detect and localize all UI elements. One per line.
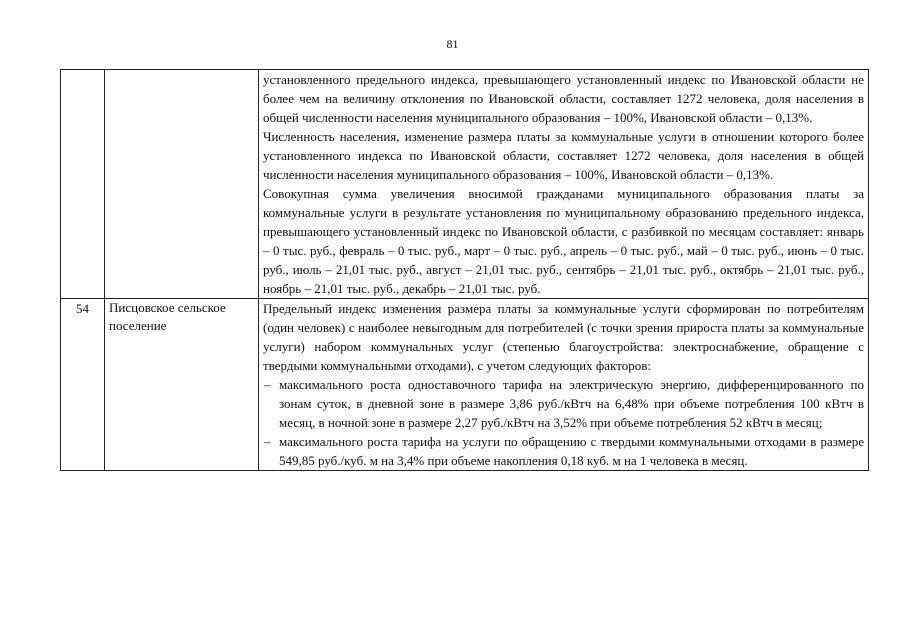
paragraph: Численность населения, изменение размера платы за коммунальные услуги в отношении которого более установленного индекса по Ивановской области, составляет 1272 человека, доля населения в общей численности населения муниципального образования – 100%, Ивановской области – 0,13%. — [263, 129, 864, 182]
paragraph: Предельный индекс изменения размера платы за коммунальные услуги сформирован по потребителям (один человек) с наиболее невыгодным для потребителей (с точки зрения прироста платы за коммунальные услуги) набором коммунальных услуг (степенью благоустройства: электроснабжение, обращение с твердыми коммунальными отходами), с учетом следующих факторов: — [263, 301, 864, 373]
paragraph: Совокупная сумма увеличения вносимой гражданами муниципального образования платы за коммунальные услуги в результате установления по муниципальному образованию предельного индекса, превышающего установленный индекс по Ивановской области, с разбивкой по месяцам составляет: январь – 0 тыс. руб., февраль – 0 тыс. руб., март – 0 тыс. руб., апрель – 0 тыс. руб., май – 0 тыс. руб., июнь – 0 тыс. руб., июль – 21,01 тыс. руб., август – 21,01 тыс. руб., сентябрь – 21,01 тыс. руб., октябрь – 21,01 тыс. руб., ноябрь – 21,01 тыс. руб., декабрь – 21,01 тыс. руб. — [263, 186, 864, 296]
row-number-cell — [61, 70, 105, 299]
description-cell — [259, 299, 869, 471]
table-row — [61, 70, 869, 299]
list-item — [263, 432, 864, 470]
page-number: 81 — [446, 37, 459, 51]
dash-bullet-icon: – — [264, 377, 271, 392]
list-item-text: максимального роста тарифа на услуги по обращению с твердыми коммунальными отходами в размере 549,85 руб./куб. м на 3,4% при объеме накопления 0,18 куб. м на 1 человека в месяц. — [279, 434, 864, 468]
table-row — [61, 299, 869, 471]
factor-list — [263, 375, 864, 470]
description-cell — [259, 70, 869, 299]
list-item-text: максимального роста одноставочного тарифа на электрическую энергию, дифференцированного по зонам суток, в дневной зоне в размере 3,86 руб./кВтч на 6,48% при объеме потребления 100 кВтч в месяц, в ночной зоне в размере 2,27 руб./кВтч на 3,52% при объеме потребления 52 кВтч в месяц; — [279, 377, 864, 430]
paragraph: установленного предельного индекса, превышающего установленный индекс по Ивановской области не более чем на величину отклонения по Ивановской области, составляет 1272 человека, доля населения в общей численности населения муниципального образования – 100%, Ивановской области – 0,13%. — [263, 72, 864, 125]
municipality-name-cell: Писцовское сельское поселение — [105, 299, 259, 471]
indices-table — [60, 69, 869, 471]
municipality-name-cell — [105, 70, 259, 299]
list-item — [263, 375, 864, 432]
dash-bullet-icon: – — [264, 434, 271, 449]
row-number-cell: 54 — [61, 299, 105, 471]
